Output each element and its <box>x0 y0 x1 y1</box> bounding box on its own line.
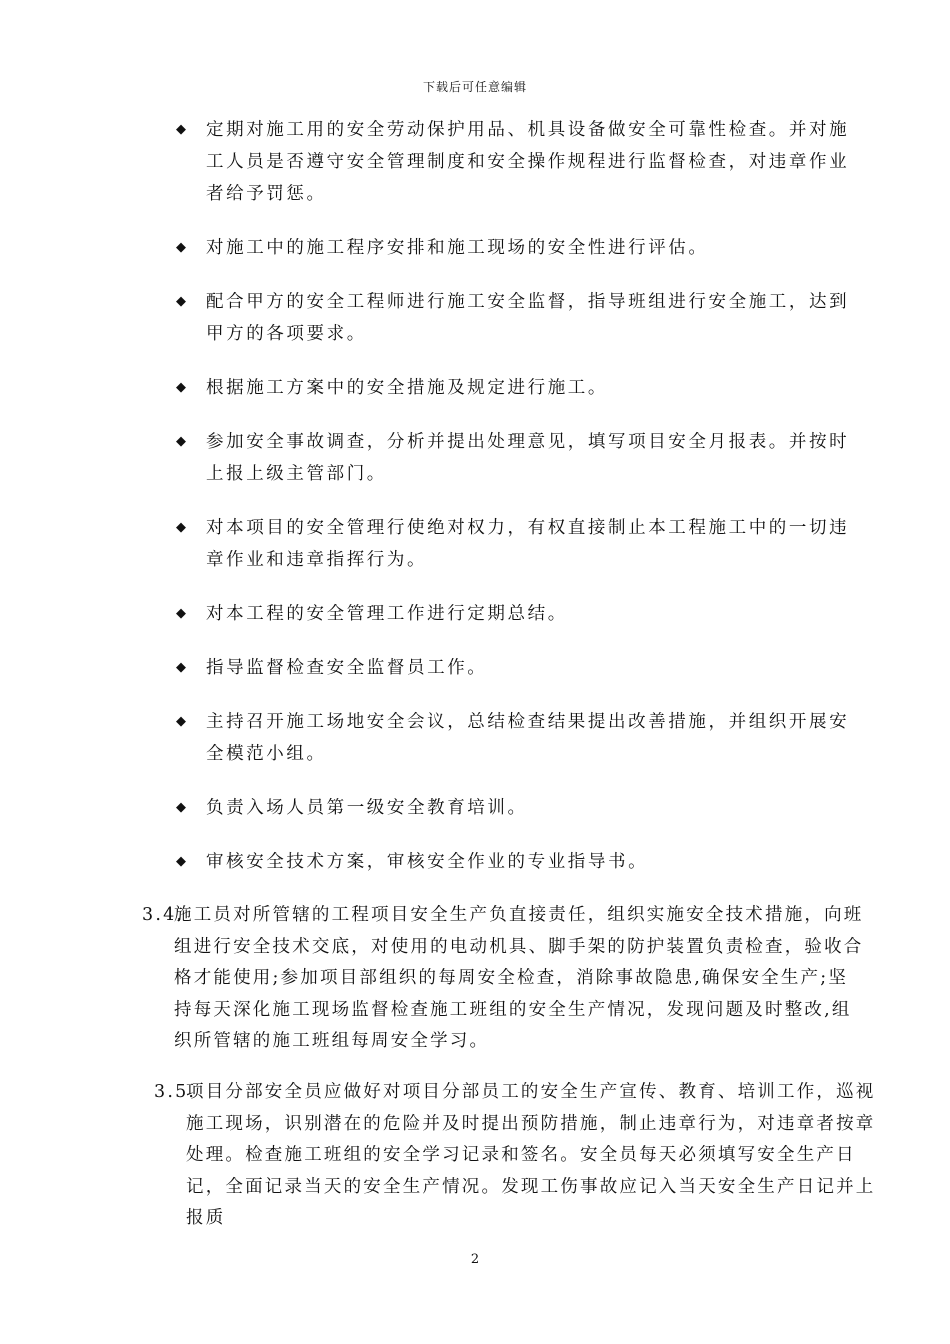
diamond-bullet-icon: ◆ <box>176 854 189 869</box>
list-item <box>0 286 866 350</box>
diamond-bullet-icon: ◆ <box>176 380 189 395</box>
section-number: 3.4. <box>142 905 185 925</box>
list-item <box>0 426 866 490</box>
list-item <box>0 114 866 210</box>
page-header: 下载后可任意编辑 <box>422 80 527 94</box>
diamond-bullet-icon: ◆ <box>176 660 189 675</box>
list-item-text: 负责入场人员第一级安全教育培训。 <box>206 798 528 818</box>
section-3-4 <box>142 900 866 1058</box>
diamond-bullet-icon: ◆ <box>176 714 189 729</box>
diamond-bullet-icon: ◆ <box>176 294 189 309</box>
list-item-text: 主持召开施工场地安全会议，总结检查结果提出改善措施，并组织开展安全模范小组。 <box>206 712 850 764</box>
list-item <box>0 512 866 576</box>
list-item <box>0 652 866 684</box>
list-item-text: 定期对施工用的安全劳动保护用品、机具设备做安全可靠性检查。并对施工人员是否遵守安全管理制度和安全操作规程进行监督检查，对违章作业者给予罚惩。 <box>206 120 850 204</box>
list-item <box>0 598 866 630</box>
list-item <box>0 232 866 264</box>
diamond-bullet-icon: ◆ <box>176 122 189 137</box>
bullet-list <box>0 114 950 900</box>
diamond-bullet-icon: ◆ <box>176 434 189 449</box>
section-3-5 <box>154 1077 876 1235</box>
list-item-text: 对施工中的施工程序安排和施工现场的安全性进行评估。 <box>206 238 709 258</box>
page-number: 2 <box>470 1252 480 1267</box>
list-item-text: 指导监督检查安全监督员工作。 <box>206 658 488 678</box>
list-item-text: 审核安全技术方案，审核安全作业的专业指导书。 <box>206 852 649 872</box>
section-number: 3.5. <box>154 1082 197 1102</box>
diamond-bullet-icon: ◆ <box>176 606 189 621</box>
section-text: 项目分部安全员应做好对项目分部员工的安全生产宣传、教育、培训工作，巡视施工现场，识别潜在的危险并及时提出预防措施，制止违章行为，对违章者按章处理。检查施工班组的安全学习记录和签名。安全员每天必须填写安全生产日记，全面记录当天的安全生产情况。发现工伤事故应记入当天安全生产日记并上报质 <box>186 1082 876 1228</box>
diamond-bullet-icon: ◆ <box>176 520 189 535</box>
list-item <box>0 792 866 824</box>
list-item <box>0 706 866 770</box>
list-item-text: 根据施工方案中的安全措施及规定进行施工。 <box>206 378 608 398</box>
list-item <box>0 372 866 404</box>
list-item <box>0 846 866 878</box>
diamond-bullet-icon: ◆ <box>176 800 189 815</box>
list-item-text: 配合甲方的安全工程师进行施工安全监督，指导班组进行安全施工，达到甲方的各项要求。 <box>206 292 850 344</box>
list-item-text: 对本工程的安全管理工作进行定期总结。 <box>206 604 568 624</box>
list-item-text: 对本项目的安全管理行使绝对权力，有权直接制止本工程施工中的一切违章作业和违章指挥行为。 <box>206 518 850 570</box>
diamond-bullet-icon: ◆ <box>176 240 189 255</box>
section-text: 施工员对所管辖的工程项目安全生产负直接责任，组织实施安全技术措施，向班组进行安全技术交底，对使用的电动机具、脚手架的防护装置负责检查，验收合格才能使用;参加项目部组织的每周安全检查，消除事故隐患,确保安全生产;坚持每天深化施工现场监督检查施工班组的安全生产情况，发现问题及时整改,组织所管辖的施工班组每周安全学习。 <box>174 905 864 1051</box>
list-item-text: 参加安全事故调查，分析并提出处理意见，填写项目安全月报表。并按时上报上级主管部门。 <box>206 432 850 484</box>
